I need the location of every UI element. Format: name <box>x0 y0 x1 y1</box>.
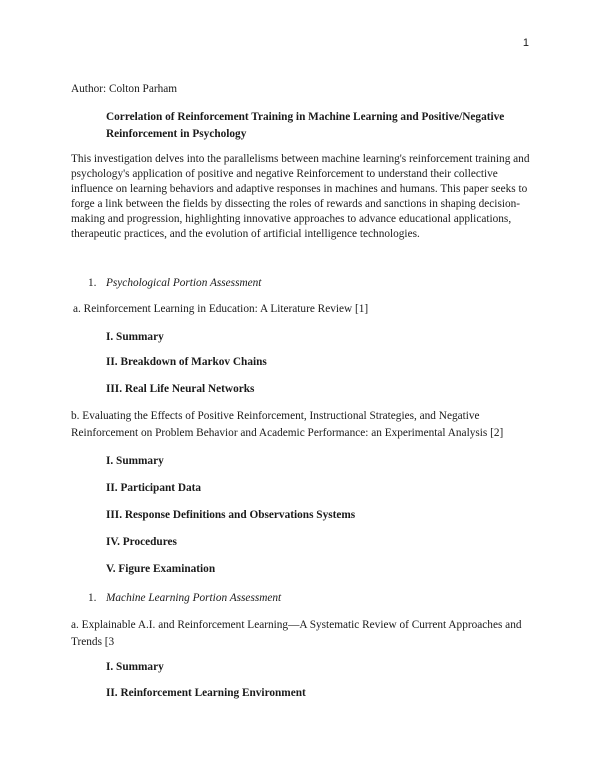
section-number: 1. <box>88 277 97 289</box>
subsection-summary: I. Summary <box>106 455 164 467</box>
subsection-summary: I. Summary <box>106 331 164 343</box>
section-heading-psychology: Psychological Portion Assessment <box>106 277 262 289</box>
subsection-markov-chains: II. Breakdown of Markov Chains <box>106 356 267 368</box>
abstract-paragraph: This investigation delves into the parallelisms between machine learning's reinforcement training and psychology's application of positive and negative Reinforcement to understand their collective influence on learning behaviors and adaptive responses in machines and humans. This paper seeks to forge a link between the fields by dissecting the roles of rewards and sanctions in shaping decision-making and progression, highlighting innovative approaches to advance educational applications, therapeutic practices, and the evolution of artificial intelligence technologies. <box>71 153 530 240</box>
subsection-summary: I. Summary <box>106 661 164 673</box>
page-number: 1 <box>522 37 529 49</box>
subsection-participant-data: II. Participant Data <box>106 482 202 494</box>
subsection-rl-environment: II. Reinforcement Learning Environment <box>106 687 306 699</box>
reference-a-title: a. Reinforcement Learning in Education: A Literature Review [1] <box>73 303 369 315</box>
author-line: Author: Colton Parham <box>71 83 178 95</box>
section-heading-machine-learning: Machine Learning Portion Assessment <box>106 592 282 604</box>
subsection-response-definitions: III. Response Definitions and Observations Systems <box>106 509 356 521</box>
paper-title: Correlation of Reinforcement Training in Machine Learning and Positive/Negative Reinforcement in Psychology <box>106 111 505 140</box>
subsection-neural-networks: III. Real Life Neural Networks <box>106 383 255 395</box>
reference-c-title: a. Explainable A.I. and Reinforcement Learning—A Systematic Review of Current Approaches and Trends [3 <box>71 619 522 648</box>
subsection-figure-examination: V. Figure Examination <box>106 563 216 575</box>
subsection-procedures: IV. Procedures <box>106 536 177 548</box>
section-number: 1. <box>88 592 97 604</box>
reference-b-title: b. Evaluating the Effects of Positive Reinforcement, Instructional Strategies, and Negative Reinforcement on Problem Behavior and Academic Performance: an Experimental Analysis [2] <box>71 410 504 439</box>
